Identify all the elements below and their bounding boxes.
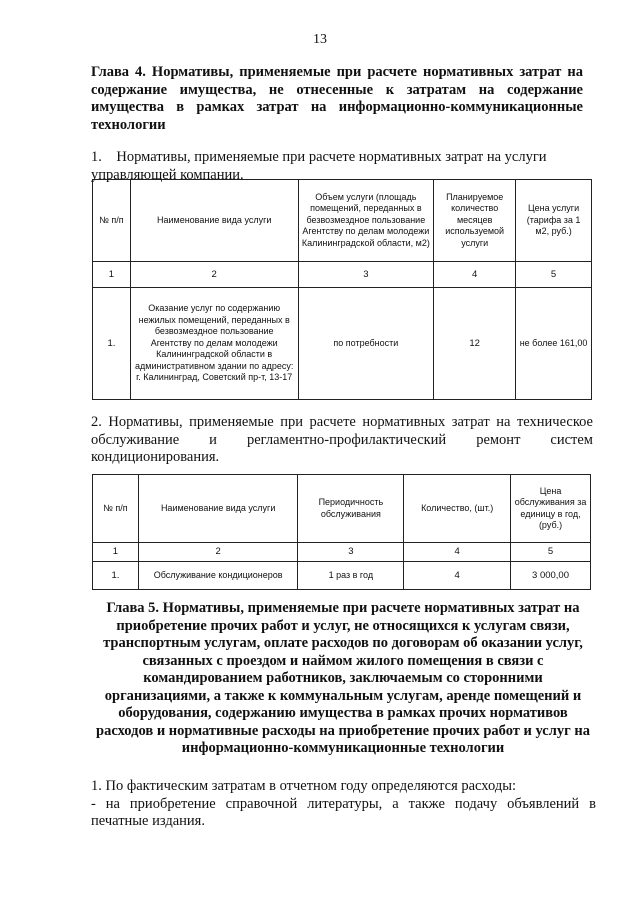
section-2-heading: 2. Нормативы, применяемые при расчете нормативных затрат на техническое обслуживание и регламентно-профилактический ремонт систем кондиционирования.: [91, 414, 593, 465]
header-cell: Наименование вида услуги: [130, 180, 298, 262]
table-row: [93, 288, 592, 400]
management-services-table: [92, 179, 592, 400]
header-cell: Объем услуги (площадь помещений, переданных в безвозмездное пользование Агентству по делам молодежи Калининградской области, м2): [298, 180, 434, 262]
index-cell: 4: [404, 543, 511, 562]
frequency-cell: 1 раз в год: [298, 562, 404, 590]
months-cell: 12: [434, 288, 516, 400]
table-header-row: [93, 475, 591, 543]
service-name-cell: Оказание услуг по содержанию нежилых помещений, переданных в безвозмездное пользование Агентству по делам молодежи Калининградской области в административном здании по адресу: г. Калининград, Советский пр-т, 13-17: [130, 288, 298, 400]
row-number-cell: 1.: [93, 288, 131, 400]
index-cell: 4: [434, 262, 516, 288]
index-cell: 3: [298, 543, 404, 562]
section-1-heading: 1. Нормативы, применяемые при расчете нормативных затрат на услуги управляющей компании.: [91, 149, 547, 183]
quantity-cell: 4: [404, 562, 511, 590]
header-cell: Наименование вида услуги: [138, 475, 298, 543]
page-number: 13: [313, 32, 327, 47]
index-cell: 5: [516, 262, 592, 288]
index-cell: 1: [93, 262, 131, 288]
header-cell: Цена услуги (тарифа за 1 м2, руб.): [516, 180, 592, 262]
price-cell: не более 161,00: [516, 288, 592, 400]
header-cell: Планируемое количество месяцев используемой услуги: [434, 180, 516, 262]
index-cell: 3: [298, 262, 434, 288]
index-cell: 2: [138, 543, 298, 562]
table-index-row: [93, 262, 592, 288]
index-cell: 2: [130, 262, 298, 288]
table-header-row: [93, 180, 592, 262]
header-cell: Количество, (шт.): [404, 475, 511, 543]
section-3-line-1: 1. По фактическим затратам в отчетном году определяются расходы:: [91, 778, 516, 794]
table-index-row: [93, 543, 591, 562]
section-3-text: [91, 778, 596, 831]
service-volume-cell: по потребности: [298, 288, 434, 400]
chapter-4-title: Глава 4. Нормативы, применяемые при расчете нормативных затрат на содержание имущества, не отнесенные к затратам на содержание имущества в рамках затрат на информационно-коммуникационные технологии: [91, 64, 583, 133]
section-3-line-2: - на приобретение справочной литературы, а также подачу объявлений в печатные издания.: [91, 795, 596, 829]
header-cell: Периодичность обслуживания: [298, 475, 404, 543]
index-cell: 1: [93, 543, 139, 562]
header-cell: № п/п: [93, 180, 131, 262]
row-number-cell: 1.: [93, 562, 139, 590]
chapter-5-title: Глава 5. Нормативы, применяемые при расчете нормативных затрат на приобретение прочих работ и услуг, не относящихся к услугам связи, транспортным услугам, оплате расходов по договорам об оказании услуг, связанных с проездом и наймом жилого помещения в связи с командированием работников, заключаемым со сторонними организациями, а также к коммунальным услугам, аренде помещений и оборудования, содержанию имущества в рамках прочих нормативов расходов и нормативные расходы на приобретение прочих работ и услуг на информационно-коммуникационные технологии: [96, 600, 590, 756]
service-name-cell: Обслуживание кондиционеров: [138, 562, 298, 590]
header-cell: № п/п: [93, 475, 139, 543]
air-conditioning-table: [92, 474, 591, 590]
header-cell: Цена обслуживания за единицу в год, (руб.): [511, 475, 591, 543]
table-row: [93, 562, 591, 590]
index-cell: 5: [511, 543, 591, 562]
price-cell: 3 000,00: [511, 562, 591, 590]
